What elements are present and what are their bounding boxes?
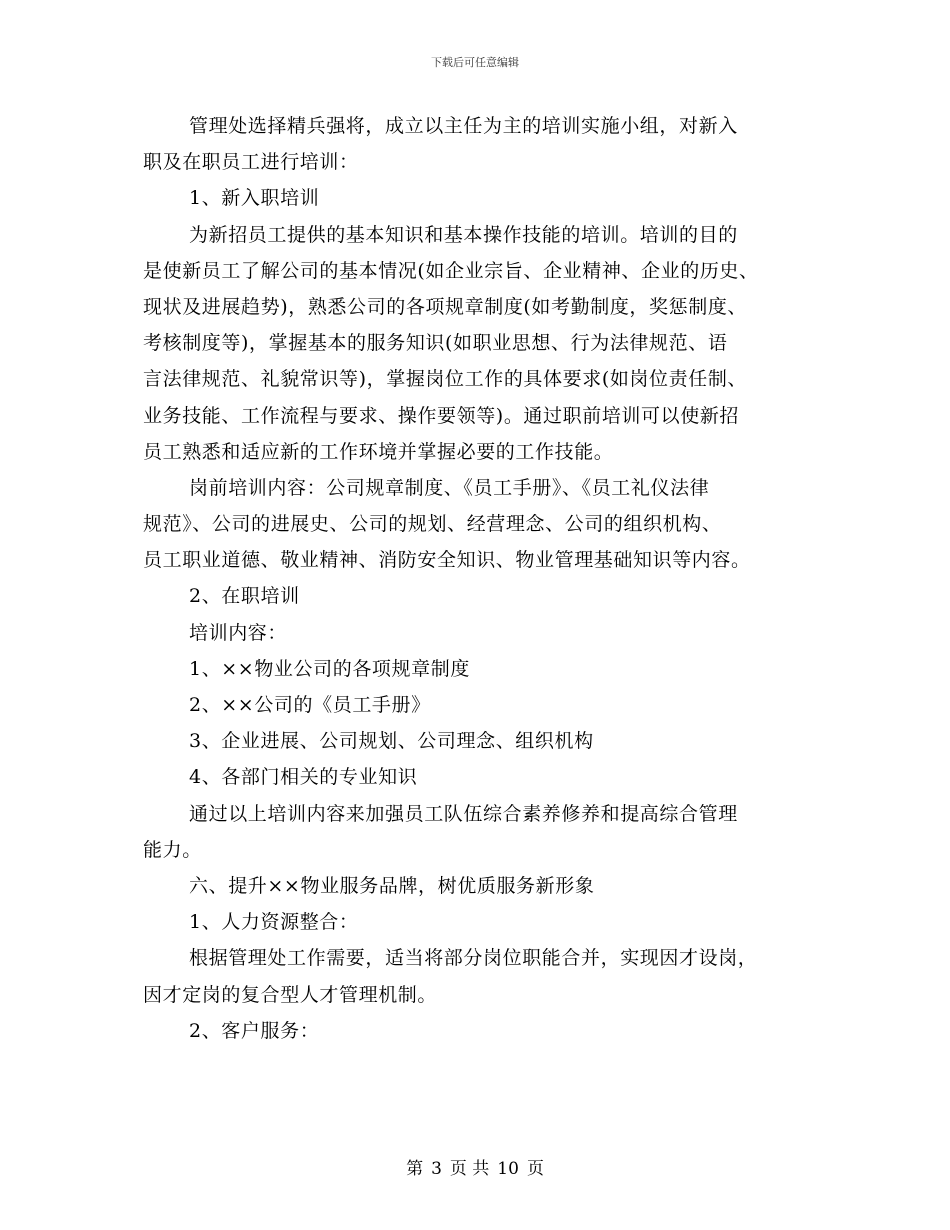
paragraph-line: 规范》、公司的进展史、公司的规划、经营理念、公司的组织机构、 (143, 513, 722, 536)
paragraph-line: 能力。 (143, 838, 202, 861)
footer-prefix: 第 (406, 1159, 424, 1179)
paragraph-line: 1、××物业公司的各项规章制度 (189, 657, 470, 680)
paragraph-line: 2、客户服务： (189, 1019, 320, 1042)
paragraph-line: 1、人力资源整合： (189, 911, 359, 934)
paragraph-line: 2、在职培训 (189, 585, 300, 608)
footer-middle: 页 共 (449, 1159, 490, 1179)
paragraph-line: 管理处选择精兵强将，成立以主任为主的培训实施小组，对新入 (189, 115, 738, 137)
paragraph-line: 根据管理处工作需要，适当将部分岗位职能合并，实现因才设岗， (189, 947, 758, 970)
paragraph-line: 六、提升××物业服务品牌，树优质服务新形象 (189, 874, 595, 897)
paragraph-line: 因才定岗的复合型人才管理机制。 (143, 983, 438, 1006)
paragraph-line: 2、××公司的《员工手册》 (189, 694, 431, 716)
paragraph-line: 培训内容： (189, 621, 288, 644)
paragraph-line: 业务技能、工作流程与要求、操作要领等)。通过职前培训可以使新招 (143, 404, 740, 427)
paragraph-line: 现状及进展趋势)，熟悉公司的各项规章制度(如考勤制度，奖惩制度、 (143, 295, 748, 318)
paragraph-line: 考核制度等)，掌握基本的服务知识(如职业思想、行为法律规范、语 (143, 332, 728, 355)
paragraph-line: 3、企业进展、公司规划、公司理念、组织机构 (189, 730, 594, 753)
footer-current-page: 3 (431, 1159, 442, 1179)
paragraph-line: 4、各部门相关的专业知识 (189, 766, 418, 789)
paragraph-line: 岗前培训内容：公司规章制度、《员工手册》、《员工礼仪法律 (189, 476, 710, 499)
paragraph-line: 是使新员工了解公司的基本情况(如企业宗旨、企业精神、企业的历史、 (143, 259, 759, 282)
document-body (143, 108, 813, 1049)
paragraph-line: 员工职业道德、敬业精神、消防安全知识、物业管理基础知识等内容。 (143, 549, 751, 572)
paragraph-line: 职及在职员工进行培训： (143, 151, 359, 174)
paragraph-line: 通过以上培训内容来加强员工队伍综合素养修养和提高综合管理 (189, 802, 738, 825)
footer-total-pages: 10 (497, 1159, 519, 1179)
page-footer (0, 1154, 950, 1179)
paragraph-line: 言法律规范、礼貌常识等)，掌握岗位工作的具体要求(如岗位责任制、 (143, 368, 748, 391)
page-header: 下载后可任意编辑 (431, 56, 519, 69)
paragraph-line: 1、新入职培训 (189, 187, 320, 210)
paragraph-line: 为新招员工提供的基本知识和基本操作技能的培训。培训的目的 (189, 223, 738, 246)
paragraph-line: 员工熟悉和适应新的工作环境并掌握必要的工作技能。 (143, 440, 614, 463)
footer-suffix: 页 (526, 1159, 544, 1179)
